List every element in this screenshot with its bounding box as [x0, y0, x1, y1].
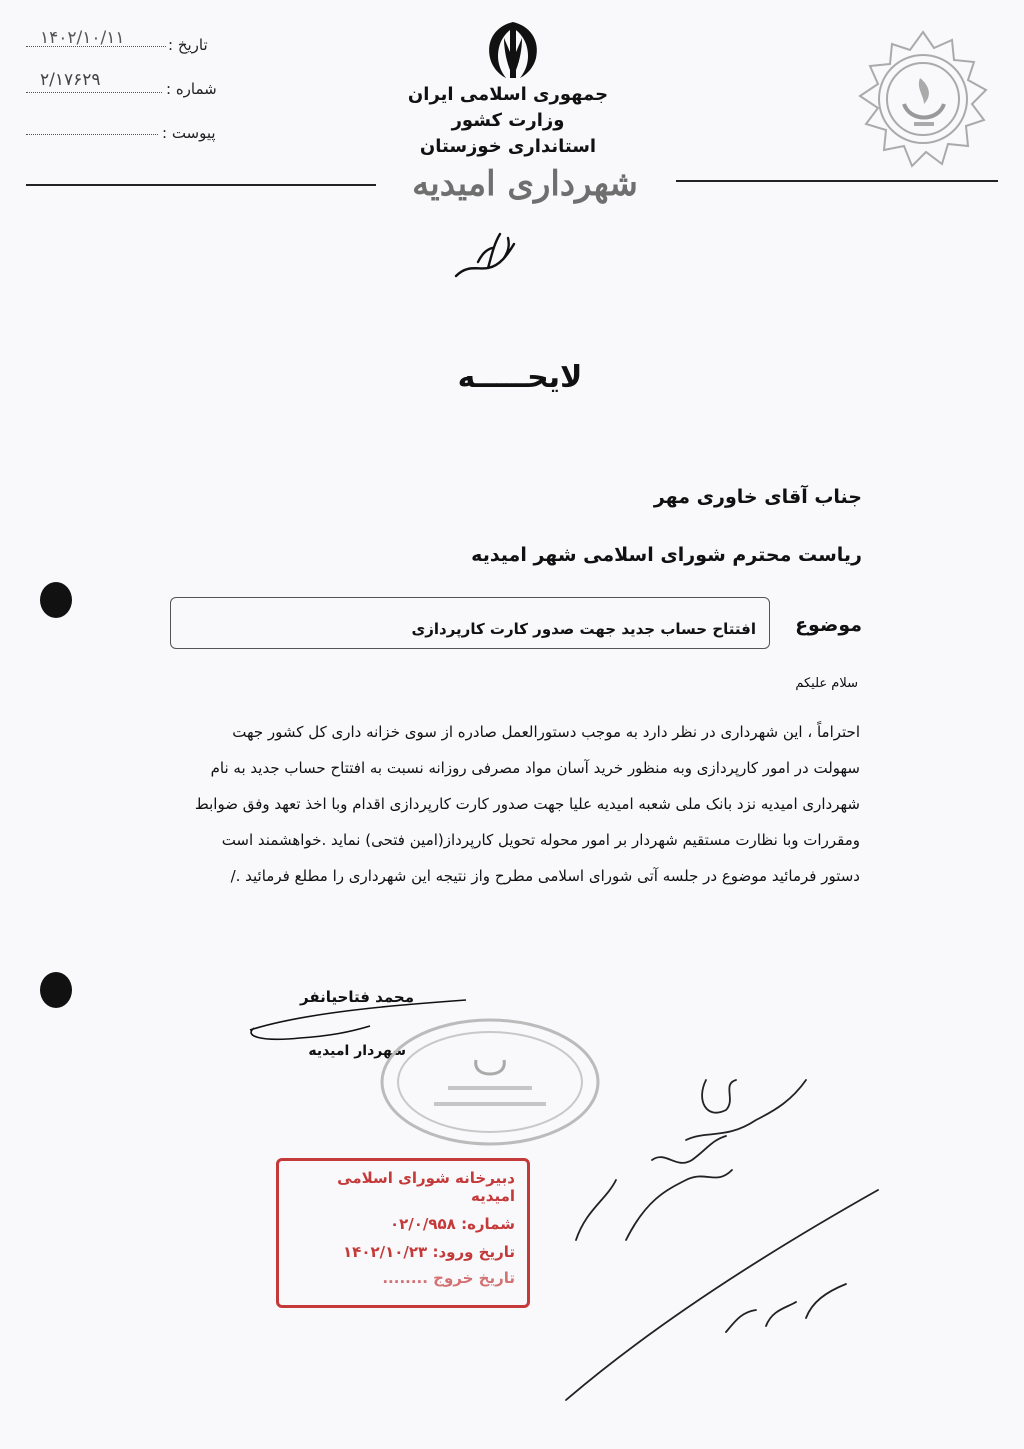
date-value: ۱۴۰۲/۱۰/۱۱: [40, 28, 125, 48]
signatory-name: محمد فتاحیانفر: [300, 988, 414, 1006]
subject-text: افتتاح حساب جدید جهت صدور کارت کارپردازی: [411, 620, 756, 638]
header-rule-right: [676, 180, 998, 182]
stamp-title: دبیرخانه شورای اسلامی امیدیه: [337, 1169, 515, 1205]
signatory-title: شهردار امیدیه: [308, 1043, 406, 1059]
header-rule-left: [26, 184, 376, 186]
punch-hole: [40, 582, 72, 618]
number-dots: [26, 92, 162, 93]
greeting: سلام علیکم: [795, 676, 858, 691]
subject-label: موضوع: [795, 614, 862, 636]
iran-emblem-icon: [476, 18, 550, 82]
municipality-banner: شهرداری امیدیه: [412, 164, 638, 204]
attachment-label: پیوست :: [162, 124, 216, 142]
stamp-exit-date: تاریخ خروج ........: [382, 1269, 515, 1287]
body-line: دستور فرمائید موضوع در جلسه آتی شورای اسلامی مطرح واز نتیجه این شهرداری را مطلع فرمائید ./: [230, 867, 860, 885]
body-line: احتراماً ، این شهرداری در نظر دارد به موجب دستورالعمل صادره از سوی خزانه داری کل کشور جهت: [232, 723, 860, 741]
header-ministry: وزارت کشور: [451, 110, 565, 131]
document-title: لایحـــــه: [457, 360, 583, 395]
letter-body: [154, 714, 860, 894]
handwritten-referral-icon: [556, 1040, 886, 1410]
addressee-position: ریاست محترم شورای اسلامی شهر امیدیه: [471, 544, 862, 566]
date-label: تاریخ :: [168, 36, 208, 54]
stamp-entry-date: تاریخ ورود: ۱۴۰۲/۱۰/۲۳: [343, 1243, 515, 1261]
number-label: شماره :: [166, 80, 217, 98]
header-country: جمهوری اسلامی ایران: [407, 84, 609, 105]
punch-hole: [40, 972, 72, 1008]
stamp-number: شماره: ۰۲/۰/۹۵۸: [389, 1215, 515, 1233]
date-dots: [26, 46, 166, 47]
besmeh-calligraphy-icon: [448, 224, 528, 284]
council-receipt-stamp: [276, 1158, 530, 1308]
body-line: سهولت در امور کارپردازی وبه منظور خرید آسان مواد مصرفی روزانه نسبت به افتتاح حساب جدید به نام: [210, 759, 860, 777]
body-line: شهرداری امیدیه نزد بانک ملی شعبه امیدیه علیا جهت صدور کارت کارپردازی اقدام وبا اخذ تعهد وفق ضوابط: [194, 795, 860, 813]
number-value: ۲/۱۷۶۲۹: [40, 70, 101, 90]
municipality-logo-icon: [850, 26, 996, 172]
attachment-dots: [26, 134, 158, 135]
body-line: ومقررات وبا نظارت مستقیم شهردار بر امور محوله تحویل کارپرداز(امین فتحی) نماید .خواهشمند است: [221, 831, 860, 849]
header-province: استانداری خوزستان: [419, 136, 597, 157]
addressee-name: جناب آقای خاوری مهر: [653, 486, 862, 508]
